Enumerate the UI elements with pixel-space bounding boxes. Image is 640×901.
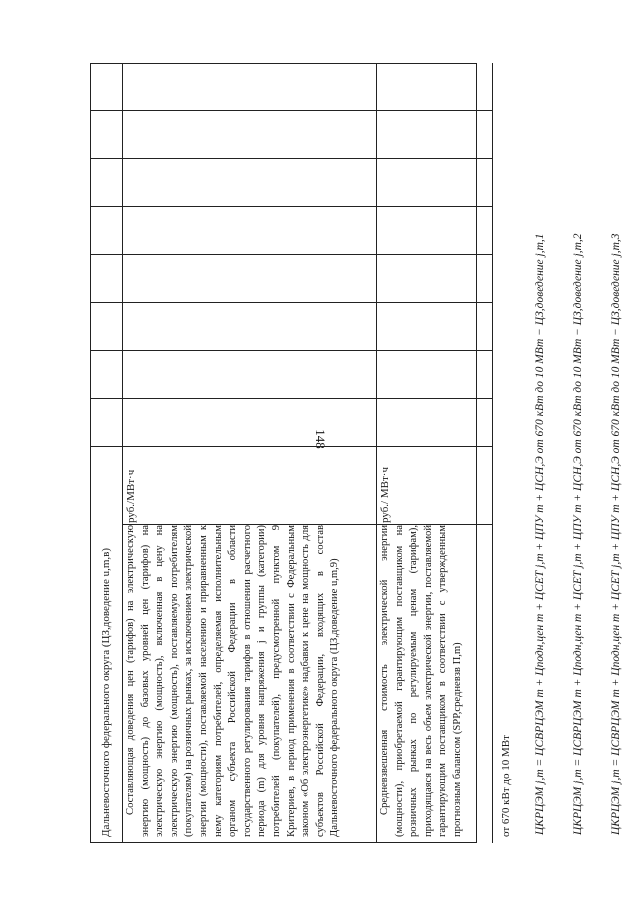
row-description-dovedenie: Составляющая доведения цен (тарифов) на электрическую энергию (мощность) до базовых уровней цен (тарифов) на электрическую энергию (мощность), включенная в цену на электрическую энергию (мощность), поставляемую потребителям (покупателям) на розничных рынках, за исключением электрической энергии (мощности), поставляемой населению и приравненным к нему категориям потребителей, определяемая исполнительным органом субъекта Российской Федерации в области государственного регулирования тарифов в отношении расчетного периода (m) для уровня напряжения j и группы (категории) потребителей (покупателей), предусмотренной пунктом 9 Критериев, в период применения в соответствии с Федеральным законом «Об электроэнергетике» надбавки к цене на мощность для субъектов Российской Федерации, входящих в состав Дальневосточного федерального округа (ЦЗ,доведение u,m,9) bbox=[125, 525, 341, 837]
tariff-table bbox=[90, 63, 622, 843]
power-range-label: от 670 кВт до 10 МВт bbox=[500, 735, 512, 837]
rotated-table-sheet bbox=[90, 63, 622, 843]
row-description-srednevzveshennaya: Средневзвешенная стоимость электрической энергии (мощности), приобретаемой гарантирующим поставщиком на розничных рынках по регулируемым ценам (тарифам), приходящаяся на весь объем электрической энергии, поставляемой гарантирующим поставщиком в соответствии с утвержденным прогнозным балансом (SРР,средневзв П,m) bbox=[379, 525, 463, 837]
row-unit-srednevzveshennaya: руб./ МВт·ч bbox=[379, 467, 391, 523]
page-number: 148 bbox=[313, 429, 328, 449]
row-unit-dovedenie: руб./МВт·ч bbox=[125, 469, 137, 523]
table-title: Дальневосточного федерального округа (ЦЗ,доведение u,m,в) bbox=[100, 548, 112, 837]
formula-1: ЦКРЦЭМ j,m = ЦСВРЦЭМ m + Цподн,цен m + ЦСЕТ j,m + ЦПУ m + ЦСН,Э от 670 кВт до 10 МВт − ЦЗ,доведение j,m,1 bbox=[534, 233, 546, 835]
formula-2: ЦКРЦЭМ j,m = ЦСВРЦЭМ m + Цподн,цен m + ЦСЕТ j,m + ЦПУ m + ЦСН,Э от 670 кВт до 10 МВт − ЦЗ,доведение j,m,2 bbox=[572, 233, 584, 835]
formula-3: ЦКРЦЭМ j,m = ЦСВРЦЭМ m + Цподн,цен m + ЦСЕТ j,m + ЦПУ m + ЦСН,Э от 670 кВт до 10 МВт − ЦЗ,доведение j,m,3 bbox=[610, 233, 622, 835]
